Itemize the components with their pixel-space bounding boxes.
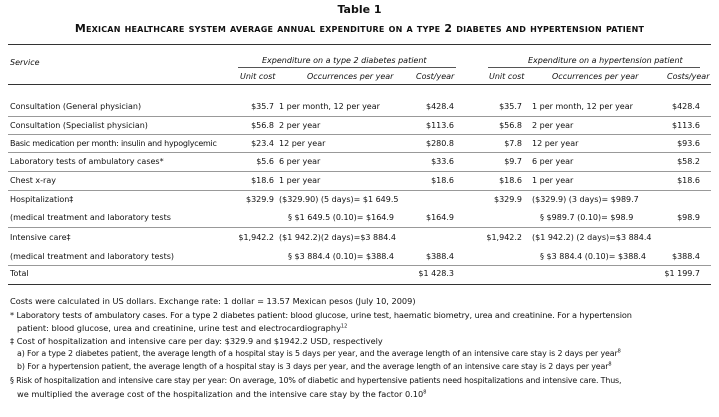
header-h-costs-year: Costs/year (667, 72, 710, 81)
note-risk: § Risk of hospitalization and intensive care stay per year: On average, 10% of diabetic and hypertensive patients need hospitalizations and intensive care. Thus, (10, 376, 622, 385)
cell-d-unit: $18.6 (251, 176, 274, 185)
cell-h-occ: 2 per year (532, 121, 574, 130)
note-lab-tests-cont (17, 323, 347, 333)
cell-h-unit: $56.8 (499, 121, 522, 130)
cell-h-occ: § $3 884.4 (0.10)= $388.4 (540, 252, 647, 261)
cell-h-occ: ($329.9) (3 days)= $989.7 (532, 195, 639, 204)
total-h-cost: $1 199.7 (664, 269, 700, 278)
cell-service: (medical treatment and laboratory tests) (10, 252, 175, 261)
note-daily-cost: ‡ Cost of hospitalization and intensive care per day: $329.9 and $1942.2 USD, respectively (10, 336, 383, 346)
bottom-rule (8, 284, 711, 285)
cell-service: (medical treatment and laboratory tests (10, 213, 171, 222)
cell-d-cost: $33.6 (431, 157, 454, 166)
note-ref: 8 (423, 389, 427, 396)
note-ref: 8 (608, 361, 612, 368)
note-risk-text: we multiplied the average cost of the hospitalization and the intensive care stay by the factor 0.10 (17, 389, 424, 399)
note-lab-tests-text: patient: blood glucose, urea and creatinine, urine test and electrocardiography (17, 323, 341, 333)
row-divider (8, 116, 711, 117)
row-divider (8, 265, 711, 266)
total-label: Total (10, 269, 29, 278)
cell-h-unit: $9.7 (504, 157, 522, 166)
table-number: Table 1 (337, 3, 382, 16)
cell-h-occ: ($1 942.2) (2 days)=$3 884.4 (532, 233, 652, 242)
cell-h-occ: § $989.7 (0.10)= $98.9 (540, 213, 634, 222)
cell-h-cost: $58.2 (677, 157, 700, 166)
note-hypertension-stay-text: b) For a hypertension patient, the average length of a hospital stay is 3 days per year, and the average length of an intensive care stay is 2 days per year (17, 362, 609, 371)
header-d-unit-cost: Unit cost (240, 72, 276, 81)
note-hypertension-stay (17, 362, 611, 371)
cell-d-cost: $113.6 (426, 121, 454, 130)
cell-service: Hospitalization‡ (10, 195, 74, 204)
note-exchange-rate: Costs were calculated in US dollars. Exchange rate: 1 dollar = 13.57 Mexican pesos (July 10, 2009) (10, 296, 416, 306)
cell-h-unit: $7.8 (504, 139, 522, 148)
header-d-cost-year: Cost/year (416, 72, 455, 81)
cell-d-occ: 1 per year (279, 176, 321, 185)
cell-h-occ: 12 per year (532, 139, 579, 148)
header-d-occurrences: Occurrences per year (307, 72, 394, 81)
cell-h-unit: $329.9 (494, 195, 522, 204)
cell-d-cost: $164.9 (426, 213, 454, 222)
cell-service: Consultation (General physician) (10, 102, 142, 111)
cell-h-unit: $18.6 (499, 176, 522, 185)
note-risk-cont (17, 389, 426, 399)
cell-d-cost: $428.4 (426, 102, 454, 111)
cell-h-unit: $1,942.2 (486, 233, 522, 242)
cell-h-unit: $35.7 (499, 102, 522, 111)
cell-d-unit: $5.6 (256, 157, 274, 166)
cell-h-occ: 6 per year (532, 157, 574, 166)
header-rule (8, 84, 711, 85)
cell-h-cost: $388.4 (672, 252, 700, 261)
header-service: Service (10, 58, 40, 67)
cell-d-occ: 2 per year (279, 121, 321, 130)
cell-h-cost: $93.6 (677, 139, 700, 148)
cell-h-occ: 1 per month, 12 per year (532, 102, 633, 111)
cell-h-cost: $113.6 (672, 121, 700, 130)
top-rule (8, 44, 711, 45)
note-diabetes-stay (17, 349, 621, 358)
cell-service: Basic medication per month: insulin and hypoglycemic (10, 139, 217, 148)
note-ref: 8 (617, 348, 621, 355)
hypertension-group-rule (488, 67, 700, 68)
header-hypertension-group: Expenditure on a hypertension patient (528, 56, 683, 65)
row-divider (8, 227, 711, 228)
cell-service: Chest x-ray (10, 176, 56, 185)
cell-h-cost: $18.6 (677, 176, 700, 185)
cell-d-unit: $35.7 (251, 102, 274, 111)
header-h-occurrences: Occurrences per year (552, 72, 639, 81)
cell-d-unit: $23.4 (251, 139, 274, 148)
cell-d-cost: $388.4 (426, 252, 454, 261)
note-diabetes-stay-text: a) For a type 2 diabetes patient, the average length of a hospital stay is 5 days per year, and the average length of an intensive care stay is 2 days per year (17, 349, 618, 358)
note-lab-tests: * Laboratory tests of ambulatory cases. For a type 2 diabetes patient: blood glucose, urine test, haematic biometry, urea and creatinine. For a hypertension (10, 310, 632, 320)
cell-service: Consultation (Specialist physician) (10, 121, 148, 130)
cell-d-occ: 1 per month, 12 per year (279, 102, 380, 111)
cell-d-unit: $56.8 (251, 121, 274, 130)
cell-service: Intensive care‡ (10, 233, 71, 242)
cell-d-occ: 12 per year (279, 139, 326, 148)
total-d-cost: $1 428.3 (418, 269, 454, 278)
header-diabetes-group: Expenditure on a type 2 diabetes patient (262, 56, 427, 65)
cell-d-cost: $280.8 (426, 139, 454, 148)
cell-h-occ: 1 per year (532, 176, 574, 185)
row-divider (8, 190, 711, 191)
cell-d-occ: 6 per year (279, 157, 321, 166)
cell-d-unit: $329.9 (246, 195, 274, 204)
cell-d-occ: ($329.90) (5 days)= $1 649.5 (279, 195, 399, 204)
row-divider (8, 134, 711, 135)
header-h-unit-cost: Unit cost (489, 72, 525, 81)
cell-d-occ: § $3 884.4 (0.10)= $388.4 (288, 252, 395, 261)
cell-d-occ: § $1 649.5 (0.10)= $164.9 (288, 213, 395, 222)
row-divider (8, 171, 711, 172)
cell-h-cost: $98.9 (677, 213, 700, 222)
table-title: Mexican healthcare system average annual expenditure on a type 2 diabetes and hypertension patient (74, 22, 645, 35)
cell-d-occ: ($1 942.2)(2 days)=$3 884.4 (279, 233, 396, 242)
note-ref: 12 (340, 323, 348, 330)
row-divider (8, 152, 711, 153)
cell-d-cost: $18.6 (431, 176, 454, 185)
diabetes-group-rule (238, 67, 456, 68)
cell-d-unit: $1,942.2 (238, 233, 274, 242)
cell-service: Laboratory tests of ambulatory cases* (10, 157, 164, 166)
cell-h-cost: $428.4 (672, 102, 700, 111)
